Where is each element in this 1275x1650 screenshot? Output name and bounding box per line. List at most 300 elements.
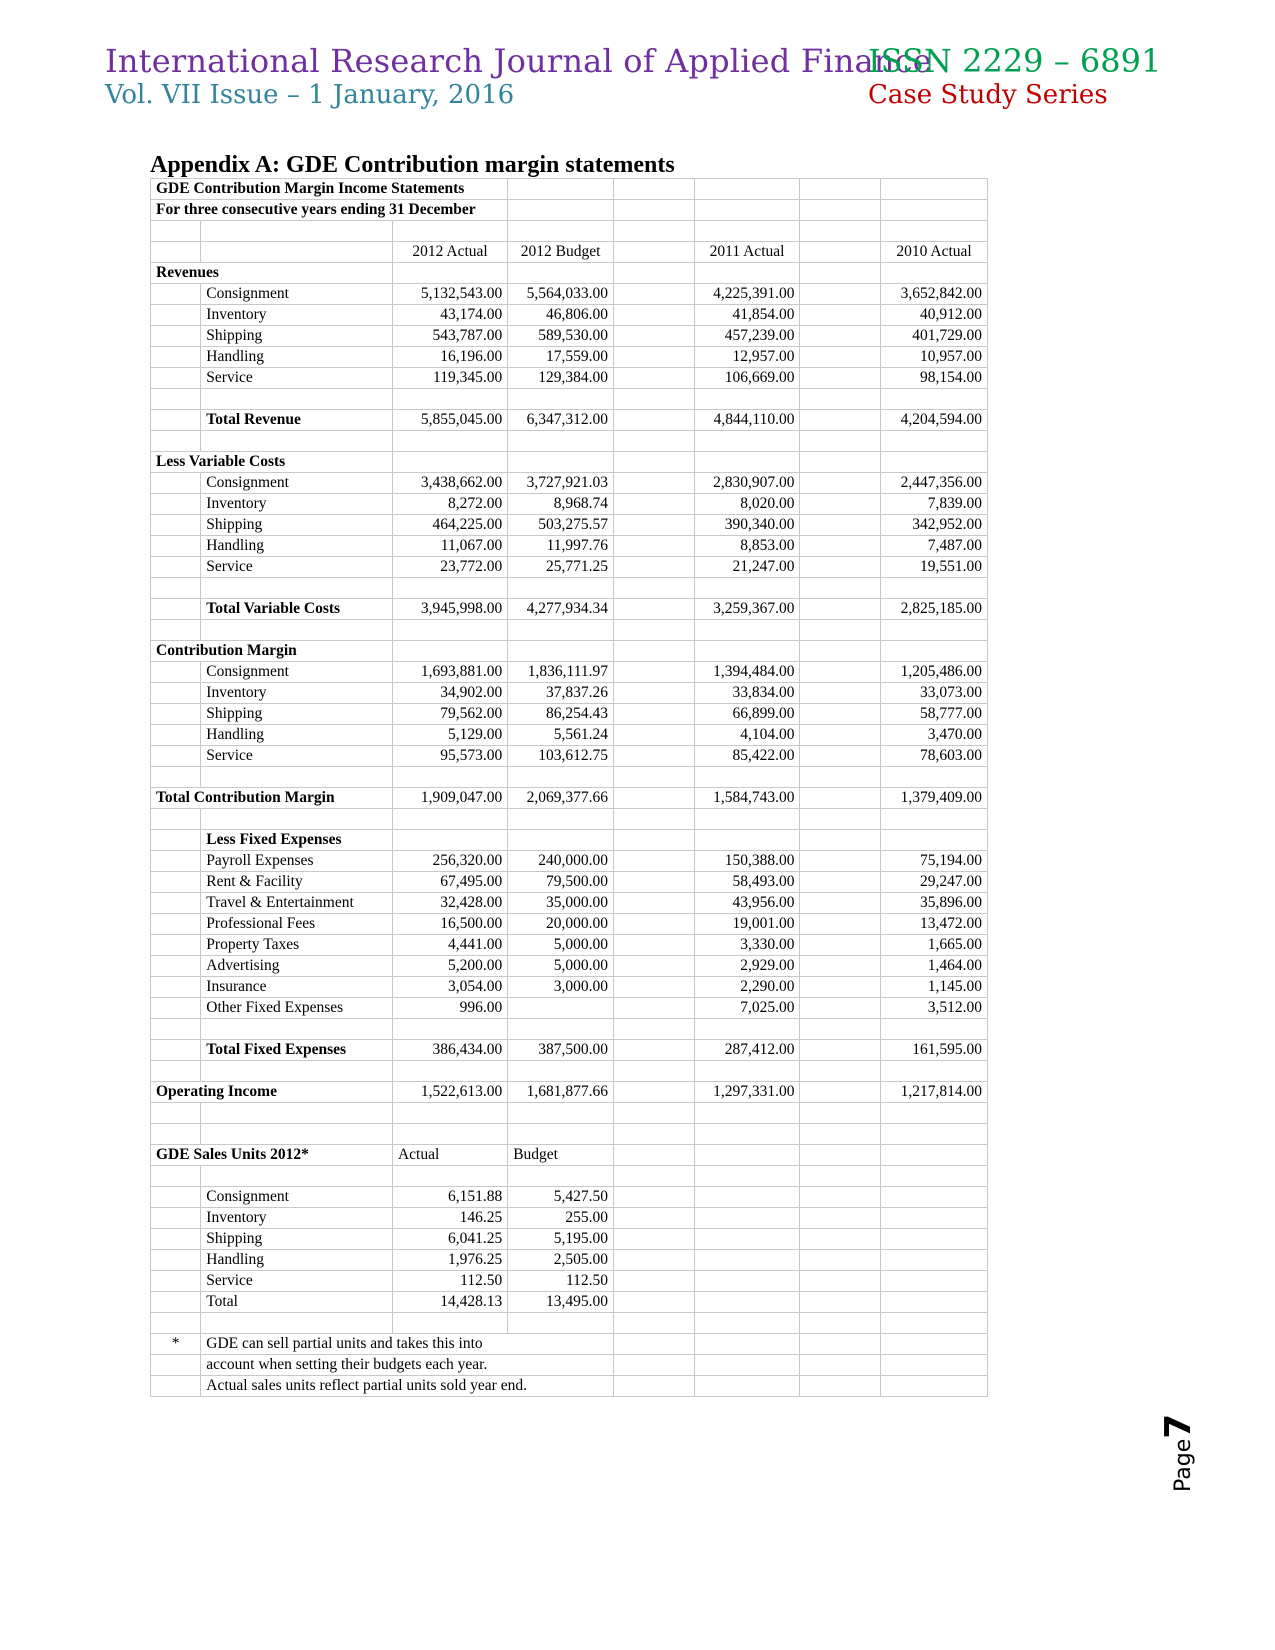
value-cell: 5,200.00	[392, 956, 507, 977]
value-cell: 10,957.00	[881, 347, 988, 368]
empty-cell	[201, 431, 393, 452]
section-heading-row	[151, 263, 988, 284]
empty-cell	[694, 1019, 800, 1040]
value-cell: 1,976.25	[392, 1250, 507, 1271]
empty-cell	[694, 1292, 800, 1313]
empty-cell	[614, 1166, 695, 1187]
empty-cell	[614, 1187, 695, 1208]
empty-cell	[881, 1187, 988, 1208]
empty-cell	[392, 1313, 507, 1334]
empty-cell	[800, 1271, 881, 1292]
empty-cell	[694, 1271, 800, 1292]
value-cell: 34,902.00	[392, 683, 507, 704]
empty-cell	[614, 1061, 695, 1082]
value-cell: 8,020.00	[694, 494, 800, 515]
value-cell: 35,000.00	[508, 893, 614, 914]
value-cell: 5,132,543.00	[392, 284, 507, 305]
empty-cell	[151, 242, 201, 263]
total-row	[151, 788, 988, 809]
empty-cell	[508, 263, 614, 284]
empty-cell	[800, 788, 881, 809]
empty-cell	[614, 1250, 695, 1271]
empty-cell	[392, 431, 507, 452]
empty-cell	[800, 557, 881, 578]
section-heading: Less Fixed Expenses	[201, 830, 393, 851]
value-cell: 1,205,486.00	[881, 662, 988, 683]
value-cell: 8,272.00	[392, 494, 507, 515]
empty-cell	[614, 284, 695, 305]
empty-cell	[694, 1061, 800, 1082]
sales-units-row	[151, 1187, 988, 1208]
value-cell: 58,777.00	[881, 704, 988, 725]
empty-cell	[151, 809, 201, 830]
value-cell: 79,562.00	[392, 704, 507, 725]
empty-cell	[614, 893, 695, 914]
sales-units-row	[151, 1250, 988, 1271]
empty-cell	[800, 620, 881, 641]
issn: ISSN 2229 – 6891	[868, 42, 1162, 80]
empty-cell	[800, 1040, 881, 1061]
empty-cell	[614, 452, 695, 473]
empty-cell	[694, 830, 800, 851]
column-header: 2012 Actual	[392, 242, 507, 263]
value-cell: 1,584,743.00	[694, 788, 800, 809]
row-label: Property Taxes	[201, 935, 393, 956]
empty-cell	[614, 578, 695, 599]
row-label: Handling	[201, 347, 393, 368]
line-item-row	[151, 284, 988, 305]
empty-cell	[508, 767, 614, 788]
value-cell: 2,290.00	[694, 977, 800, 998]
empty-cell	[614, 977, 695, 998]
value-cell: 33,834.00	[694, 683, 800, 704]
line-item-row	[151, 746, 988, 767]
empty-cell	[800, 263, 881, 284]
empty-cell	[694, 809, 800, 830]
section-heading-row	[151, 830, 988, 851]
value-cell: 112.50	[508, 1271, 614, 1292]
empty-cell	[881, 452, 988, 473]
footnote-text: Actual sales units reflect partial units sold year end.	[201, 1376, 614, 1397]
value-cell	[508, 998, 614, 1019]
column-header: Budget	[508, 1145, 614, 1166]
indent-cell	[151, 1040, 201, 1061]
value-cell: 86,254.43	[508, 704, 614, 725]
empty-cell	[800, 683, 881, 704]
empty-cell	[881, 200, 988, 221]
empty-cell	[694, 767, 800, 788]
line-item-row	[151, 872, 988, 893]
value-cell: 7,839.00	[881, 494, 988, 515]
empty-cell	[614, 536, 695, 557]
row-label: Payroll Expenses	[201, 851, 393, 872]
empty-cell	[508, 200, 614, 221]
indent-cell	[151, 368, 201, 389]
indent-cell	[151, 977, 201, 998]
value-cell: 19,001.00	[694, 914, 800, 935]
value-cell: 5,000.00	[508, 935, 614, 956]
empty-cell	[800, 809, 881, 830]
empty-cell	[614, 473, 695, 494]
empty-cell	[392, 1103, 507, 1124]
empty-cell	[881, 1061, 988, 1082]
line-item-row	[151, 914, 988, 935]
empty-cell	[508, 830, 614, 851]
indent-cell	[151, 557, 201, 578]
value-cell: 4,277,934.34	[508, 599, 614, 620]
empty-cell	[800, 578, 881, 599]
empty-cell	[614, 1313, 695, 1334]
empty-cell	[508, 641, 614, 662]
sales-units-row	[151, 1229, 988, 1250]
empty-cell	[881, 1229, 988, 1250]
empty-cell	[800, 956, 881, 977]
empty-cell	[800, 1292, 881, 1313]
empty-cell	[694, 179, 800, 200]
footnote-text: account when setting their budgets each year.	[201, 1355, 614, 1376]
indent-cell	[151, 347, 201, 368]
empty-cell	[614, 263, 695, 284]
footnote-marker: *	[151, 1334, 201, 1355]
empty-cell	[614, 1376, 695, 1397]
empty-cell	[614, 1145, 695, 1166]
indent-cell	[151, 515, 201, 536]
empty-cell	[694, 431, 800, 452]
page-word: Page	[1171, 1438, 1196, 1492]
value-cell: 33,073.00	[881, 683, 988, 704]
empty-cell	[508, 179, 614, 200]
value-cell: 146.25	[392, 1208, 507, 1229]
row-label: Service	[201, 746, 393, 767]
row-label: Total Fixed Expenses	[201, 1040, 393, 1061]
empty-cell	[201, 1124, 393, 1145]
empty-cell	[508, 578, 614, 599]
blank-row	[151, 1124, 988, 1145]
indent-cell	[151, 599, 201, 620]
empty-cell	[800, 389, 881, 410]
indent-cell	[151, 893, 201, 914]
value-cell: 2,929.00	[694, 956, 800, 977]
row-label: Professional Fees	[201, 914, 393, 935]
indent-cell	[151, 305, 201, 326]
contribution-margin-table	[150, 178, 988, 1397]
empty-cell	[392, 263, 507, 284]
empty-cell	[508, 620, 614, 641]
empty-cell	[201, 809, 393, 830]
value-cell: 150,388.00	[694, 851, 800, 872]
blank-row	[151, 1166, 988, 1187]
value-cell: 58,493.00	[694, 872, 800, 893]
value-cell: 3,000.00	[508, 977, 614, 998]
row-label: Inventory	[201, 1208, 393, 1229]
indent-cell	[151, 914, 201, 935]
empty-cell	[151, 221, 201, 242]
value-cell: 3,259,367.00	[694, 599, 800, 620]
empty-cell	[614, 179, 695, 200]
empty-cell	[881, 1355, 988, 1376]
indent-cell	[151, 662, 201, 683]
empty-cell	[508, 452, 614, 473]
value-cell: 23,772.00	[392, 557, 507, 578]
empty-cell	[800, 1208, 881, 1229]
line-item-row	[151, 956, 988, 977]
value-cell: 5,855,045.00	[392, 410, 507, 431]
sales-units-row	[151, 1208, 988, 1229]
empty-cell	[201, 1313, 393, 1334]
empty-cell	[392, 1124, 507, 1145]
empty-cell	[392, 1166, 507, 1187]
empty-cell	[881, 641, 988, 662]
line-item-row	[151, 536, 988, 557]
indent-cell	[151, 872, 201, 893]
value-cell: 3,054.00	[392, 977, 507, 998]
empty-cell	[800, 1187, 881, 1208]
empty-cell	[392, 767, 507, 788]
indent-cell	[151, 1187, 201, 1208]
blank-row	[151, 767, 988, 788]
empty-cell	[614, 557, 695, 578]
blank-row	[151, 221, 988, 242]
empty-cell	[614, 1355, 695, 1376]
line-item-row	[151, 977, 988, 998]
empty-cell	[800, 998, 881, 1019]
value-cell: 20,000.00	[508, 914, 614, 935]
empty-cell	[392, 809, 507, 830]
empty-cell	[151, 1103, 201, 1124]
value-cell: 98,154.00	[881, 368, 988, 389]
value-cell: 13,472.00	[881, 914, 988, 935]
row-label: Shipping	[201, 1229, 393, 1250]
total-row	[151, 1040, 988, 1061]
statement-subtitle-row	[151, 200, 988, 221]
empty-cell	[392, 1019, 507, 1040]
empty-cell	[508, 1019, 614, 1040]
value-cell: 37,837.26	[508, 683, 614, 704]
empty-cell	[614, 494, 695, 515]
empty-cell	[694, 452, 800, 473]
empty-cell	[881, 431, 988, 452]
value-cell: 5,564,033.00	[508, 284, 614, 305]
empty-cell	[881, 1313, 988, 1334]
empty-cell	[614, 515, 695, 536]
line-item-row	[151, 515, 988, 536]
empty-cell	[800, 452, 881, 473]
empty-cell	[694, 620, 800, 641]
footnote-row	[151, 1355, 988, 1376]
row-label: Consignment	[201, 1187, 393, 1208]
empty-cell	[614, 221, 695, 242]
empty-cell	[800, 830, 881, 851]
empty-cell	[614, 347, 695, 368]
empty-cell	[800, 242, 881, 263]
empty-cell	[694, 1355, 800, 1376]
row-label: Shipping	[201, 326, 393, 347]
indent-cell	[151, 851, 201, 872]
empty-cell	[881, 1376, 988, 1397]
empty-cell	[151, 389, 201, 410]
value-cell: 8,853.00	[694, 536, 800, 557]
empty-cell	[614, 956, 695, 977]
empty-cell	[881, 1292, 988, 1313]
empty-cell	[694, 1124, 800, 1145]
indent-cell	[151, 1292, 201, 1313]
empty-cell	[694, 200, 800, 221]
empty-cell	[881, 578, 988, 599]
value-cell: 4,225,391.00	[694, 284, 800, 305]
row-label: Service	[201, 1271, 393, 1292]
empty-cell	[201, 242, 393, 263]
empty-cell	[800, 200, 881, 221]
row-label: Handling	[201, 1250, 393, 1271]
empty-cell	[800, 1061, 881, 1082]
empty-cell	[800, 599, 881, 620]
row-label: Total Contribution Margin	[151, 788, 393, 809]
empty-cell	[614, 1271, 695, 1292]
empty-cell	[392, 641, 507, 662]
empty-cell	[151, 1061, 201, 1082]
empty-cell	[151, 1166, 201, 1187]
empty-cell	[614, 704, 695, 725]
row-label: Consignment	[201, 662, 393, 683]
empty-cell	[614, 389, 695, 410]
line-item-row	[151, 557, 988, 578]
empty-cell	[800, 872, 881, 893]
value-cell: 41,854.00	[694, 305, 800, 326]
value-cell: 342,952.00	[881, 515, 988, 536]
empty-cell	[614, 1082, 695, 1103]
value-cell: 1,681,877.66	[508, 1082, 614, 1103]
value-cell: 1,665.00	[881, 935, 988, 956]
value-cell: 1,909,047.00	[392, 788, 507, 809]
empty-cell	[800, 494, 881, 515]
empty-cell	[881, 263, 988, 284]
empty-cell	[694, 389, 800, 410]
sales-units-header-row	[151, 1145, 988, 1166]
empty-cell	[614, 935, 695, 956]
indent-cell	[151, 1271, 201, 1292]
value-cell: 78,603.00	[881, 746, 988, 767]
indent-cell	[151, 410, 201, 431]
value-cell: 7,487.00	[881, 536, 988, 557]
statement-title-row	[151, 179, 988, 200]
value-cell: 5,427.50	[508, 1187, 614, 1208]
empty-cell	[800, 1124, 881, 1145]
row-label: Rent & Facility	[201, 872, 393, 893]
line-item-row	[151, 725, 988, 746]
empty-cell	[881, 1271, 988, 1292]
empty-cell	[614, 914, 695, 935]
empty-cell	[392, 578, 507, 599]
empty-cell	[201, 1019, 393, 1040]
value-cell: 4,204,594.00	[881, 410, 988, 431]
empty-cell	[508, 1313, 614, 1334]
empty-cell	[614, 1229, 695, 1250]
value-cell: 17,559.00	[508, 347, 614, 368]
indent-cell	[151, 536, 201, 557]
empty-cell	[508, 1061, 614, 1082]
value-cell: 401,729.00	[881, 326, 988, 347]
empty-cell	[614, 662, 695, 683]
empty-cell	[614, 620, 695, 641]
value-cell: 1,836,111.97	[508, 662, 614, 683]
value-cell: 21,247.00	[694, 557, 800, 578]
value-cell: 35,896.00	[881, 893, 988, 914]
value-cell: 16,196.00	[392, 347, 507, 368]
total-row	[151, 599, 988, 620]
value-cell: 464,225.00	[392, 515, 507, 536]
value-cell: 32,428.00	[392, 893, 507, 914]
empty-cell	[800, 851, 881, 872]
empty-cell	[392, 620, 507, 641]
value-cell: 1,379,409.00	[881, 788, 988, 809]
empty-cell	[614, 851, 695, 872]
empty-cell	[800, 1145, 881, 1166]
indent-cell	[151, 956, 201, 977]
value-cell: 14,428.13	[392, 1292, 507, 1313]
empty-cell	[614, 1019, 695, 1040]
statement-title: GDE Contribution Margin Income Statements	[151, 179, 508, 200]
empty-cell	[614, 1040, 695, 1061]
indent-cell	[151, 1250, 201, 1271]
value-cell: 112.50	[392, 1271, 507, 1292]
empty-cell	[392, 830, 507, 851]
value-cell: 8,968.74	[508, 494, 614, 515]
value-cell: 1,693,881.00	[392, 662, 507, 683]
section-heading: GDE Sales Units 2012*	[151, 1145, 393, 1166]
empty-cell	[201, 1103, 393, 1124]
empty-cell	[508, 1124, 614, 1145]
empty-cell	[800, 641, 881, 662]
indent-cell	[151, 704, 201, 725]
empty-cell	[881, 221, 988, 242]
empty-cell	[201, 578, 393, 599]
value-cell: 6,151.88	[392, 1187, 507, 1208]
empty-cell	[800, 179, 881, 200]
row-label: Other Fixed Expenses	[201, 998, 393, 1019]
empty-cell	[694, 641, 800, 662]
empty-cell	[694, 1166, 800, 1187]
value-cell: 66,899.00	[694, 704, 800, 725]
empty-cell	[614, 641, 695, 662]
empty-cell	[151, 767, 201, 788]
empty-cell	[614, 368, 695, 389]
value-cell: 240,000.00	[508, 851, 614, 872]
value-cell: 129,384.00	[508, 368, 614, 389]
footnote-row	[151, 1376, 988, 1397]
statement-subtitle: For three consecutive years ending 31 December	[151, 200, 508, 221]
empty-cell	[881, 1166, 988, 1187]
empty-cell	[508, 1166, 614, 1187]
value-cell: 29,247.00	[881, 872, 988, 893]
empty-cell	[800, 977, 881, 998]
empty-cell	[694, 1313, 800, 1334]
value-cell: 3,470.00	[881, 725, 988, 746]
empty-cell	[800, 1166, 881, 1187]
empty-cell	[614, 998, 695, 1019]
indent-cell	[151, 1229, 201, 1250]
empty-cell	[614, 305, 695, 326]
value-cell: 7,025.00	[694, 998, 800, 1019]
blank-row	[151, 809, 988, 830]
empty-cell	[800, 746, 881, 767]
section-heading: Less Variable Costs	[151, 452, 393, 473]
column-header-row	[151, 242, 988, 263]
sales-units-row	[151, 1292, 988, 1313]
column-header: 2010 Actual	[881, 242, 988, 263]
row-label: Consignment	[201, 284, 393, 305]
footnote-text: GDE can sell partial units and takes this into	[201, 1334, 614, 1355]
empty-cell	[881, 809, 988, 830]
